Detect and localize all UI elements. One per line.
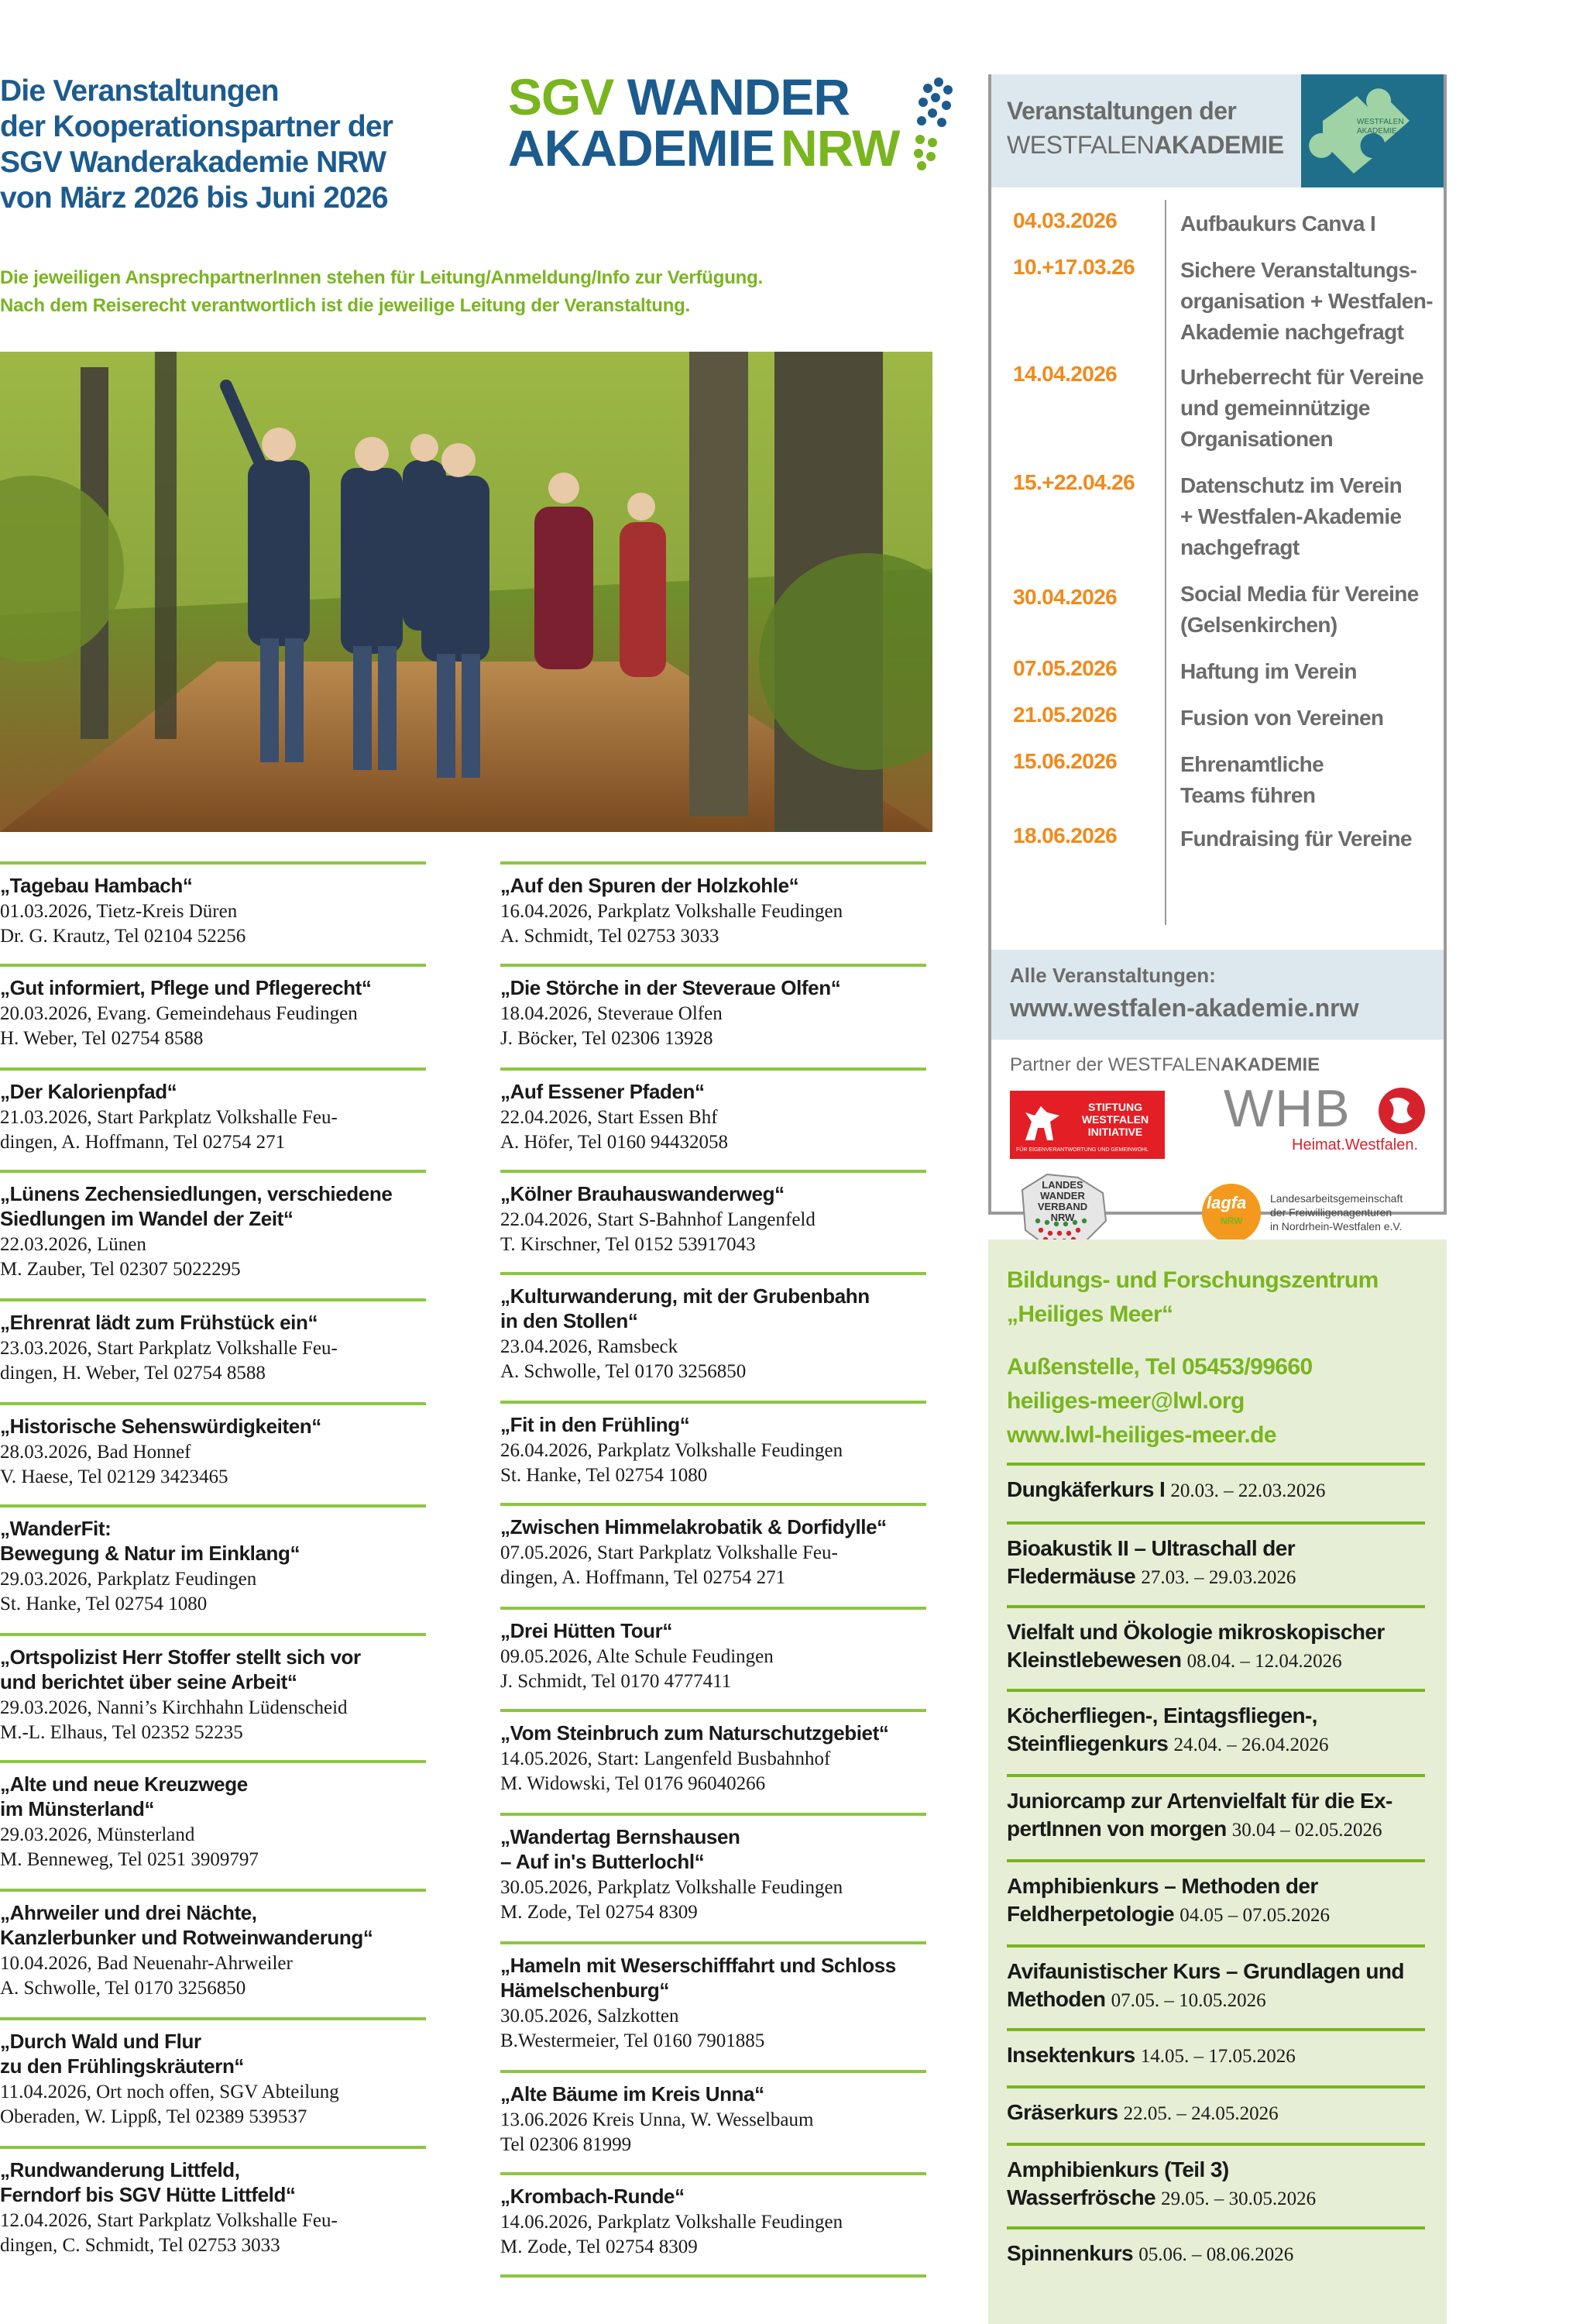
course-name: Spinnenkurs [1007, 2240, 1133, 2265]
lwv-line: LANDES [1042, 1181, 1083, 1191]
course-name: Feldherpetologie [1007, 1901, 1174, 1926]
course-dates: 22.05. – 24.05.2026 [1123, 2102, 1279, 2124]
course-name: Vielfalt und Ökologie mikroskopischer [1007, 1619, 1385, 1644]
westfalen-event-title: organisation + Westfalen- [1180, 288, 1433, 313]
stiftung-line: WESTFALEN [1081, 1116, 1149, 1126]
westfalen-event-date: 07.05.2026 [1013, 655, 1118, 680]
course-item [1007, 1689, 1425, 1758]
course-item [1007, 2226, 1425, 2268]
course-dates: 27.03. – 29.03.2026 [1141, 1566, 1296, 1588]
event-details: 10.04.2026, Bad Neuenahr-Ahrweiler [0, 1952, 293, 1974]
event-entry [500, 2070, 926, 2157]
westfalen-event-title: Datenschutz im Verein [1180, 473, 1403, 497]
course-item [1007, 2085, 1425, 2127]
event-details: dingen, H. Weber, Tel 02754 8588 [0, 1362, 266, 1384]
course-name: Juniorcamp zur Artenvielfalt für die Ex- [1007, 1788, 1392, 1813]
partner-heading [1010, 1054, 1320, 1075]
event-details: 13.06.2026 Kreis Unna, W. Wesselbaum [500, 2109, 814, 2130]
westfalen-event-date: 21.05.2026 [1013, 702, 1118, 727]
whb-subtitle: Heimat.Westfalen. [1292, 1137, 1419, 1154]
course-dates: 07.05. – 10.05.2026 [1111, 1989, 1266, 2011]
event-title: „WanderFit: [0, 1517, 112, 1540]
partner-akademie: AKADEMIE [1221, 1054, 1320, 1075]
course-item [1007, 1859, 1425, 1929]
event-entry [0, 964, 426, 1050]
event-entry [500, 1272, 926, 1384]
event-details: 07.05.2026, Start Parkplatz Volkshalle Feu- [500, 1542, 838, 1563]
event-title: „Wandertag Bernshausen [500, 1825, 740, 1848]
westfalen-event-title: Sichere Veranstaltungs- [1180, 257, 1417, 282]
westfalen-event-title: und gemeinnützige [1180, 395, 1370, 420]
course-name: Avifaunistischer Kurs – Grundlagen und [1007, 1958, 1404, 1983]
course-dates: 04.05 – 07.05.2026 [1180, 1904, 1330, 1926]
event-details: Dr. G. Krautz, Tel 02104 52256 [0, 925, 246, 947]
course-dates: 24.04. – 26.04.2026 [1173, 1734, 1329, 1755]
event-entry [500, 1607, 926, 1693]
globe-icon [1375, 1085, 1428, 1137]
westfalen-event-title: Fusion von Vereinen [1180, 705, 1384, 730]
event-details: M.-L. Elhaus, Tel 02352 52235 [0, 1721, 243, 1743]
lagfa-logo [1202, 1177, 1434, 1249]
event-entry [500, 2172, 926, 2259]
westfalen-header-line2 [1007, 133, 1284, 161]
event-details: St. Hanke, Tel 02754 1080 [500, 1464, 708, 1486]
event-title: „Krombach-Runde“ [500, 2185, 685, 2208]
event-details: H. Weber, Tel 02754 8588 [0, 1027, 204, 1049]
lagfa-line: in Nordrhein-Westfalen e.V. [1270, 1222, 1403, 1233]
event-details: 09.05.2026, Alte Schule Feudingen [500, 1645, 774, 1667]
heiliges-meer-email-link[interactable]: heiliges-meer@lwl.org [1007, 1388, 1245, 1415]
stiftung-westfalen-logo [1010, 1091, 1165, 1159]
course-name: Insektenkurs [1007, 2042, 1135, 2067]
westfalen-event-title: Aufbaukurs Canva I [1180, 211, 1376, 235]
heiliges-meer-web-link[interactable]: www.lwl-heiliges-meer.de [1007, 1422, 1276, 1449]
event-details: 18.04.2026, Steveraue Olfen [500, 1002, 723, 1024]
lagfa-text: lagfa [1207, 1195, 1247, 1213]
event-title: zu den Frühlingskräutern“ [0, 2054, 245, 2078]
course-item [1007, 1774, 1425, 1844]
event-details: St. Hanke, Tel 02754 1080 [0, 1593, 208, 1614]
event-details: 30.05.2026, Salzkotten [500, 2005, 679, 2027]
event-entry [500, 1401, 926, 1487]
event-details: M. Zode, Tel 02754 8309 [500, 1901, 698, 1923]
event-details: 01.03.2026, Tietz-Kreis Düren [0, 900, 238, 922]
event-title: „Auf den Spuren der Holzkohle“ [500, 874, 799, 897]
course-item [1007, 1521, 1425, 1591]
event-details: 28.03.2026, Bad Honnef [0, 1441, 191, 1463]
event-details: dingen, A. Hoffmann, Tel 02754 271 [0, 1131, 286, 1153]
event-title: in den Stollen“ [500, 1309, 638, 1332]
event-details: 23.04.2026, Ramsbeck [500, 1336, 678, 1357]
event-title: „Fit in den Frühling“ [500, 1413, 690, 1436]
event-title: Siedlungen im Wandel der Zeit“ [0, 1207, 294, 1230]
puzzle-text: WESTFALEN AKADEMIE [1357, 118, 1404, 136]
westfalen-event-date: 15.+22.04.26 [1013, 469, 1135, 494]
westfalen-header [991, 74, 1444, 187]
course-item [1007, 1944, 1425, 2014]
course-name: Dungkäferkurs I [1007, 1477, 1166, 1501]
event-details: A. Höfer, Tel 0160 94432058 [500, 1131, 728, 1153]
event-details: 14.06.2026, Parkplatz Volkshalle Feudingen [500, 2211, 843, 2233]
event-details: 12.04.2026, Start Parkplatz Volkshalle Feu- [0, 2209, 338, 2231]
puzzle-image [1301, 74, 1444, 187]
heiliges-meer-box [988, 1239, 1447, 2324]
heiliges-meer-header [1007, 1264, 1379, 1453]
event-title: „Der Kalorienpfad“ [0, 1080, 177, 1103]
course-name: Wasserfrösche [1007, 2185, 1155, 2209]
event-title: – Auf in's Butterlochl“ [500, 1850, 705, 1873]
event-title: im Münsterland“ [0, 1797, 155, 1820]
course-item [1007, 1605, 1425, 1675]
event-title: „Tagebau Hambach“ [0, 874, 193, 897]
event-details: 21.03.2026, Start Parkplatz Volkshalle Feu- [0, 1106, 338, 1128]
event-entry [0, 1170, 426, 1281]
event-details: 30.05.2026, Parkplatz Volkshalle Feudingen [500, 1876, 843, 1898]
event-details: 26.04.2026, Parkplatz Volkshalle Feudingen [500, 1439, 843, 1461]
events-column-left [0, 861, 426, 2256]
westfalen-event-title: + Westfalen-Akademie [1180, 504, 1402, 528]
event-entry [0, 861, 426, 948]
event-details: 22.04.2026, Start Essen Bhf [500, 1106, 718, 1128]
lwv-line: NRW [1050, 1213, 1075, 1224]
event-title: Bewegung & Natur im Einklang“ [0, 1542, 300, 1565]
event-details: B.Westermeier, Tel 0160 7901885 [500, 2030, 765, 2051]
event-title: Hämelschenburg“ [500, 1978, 669, 2002]
westfalen-header-line1: Veranstaltungen der [1007, 99, 1237, 125]
course-name: Köcherfliegen-, Eintagsfliegen-, [1007, 1703, 1317, 1728]
event-details: 23.03.2026, Start Parkplatz Volkshalle Feu- [0, 1337, 338, 1359]
event-title: „Kulturwanderung, mit der Grubenbahn [500, 1284, 870, 1308]
event-title: „Historische Sehenswürdigkeiten“ [0, 1415, 321, 1438]
event-title: „Vom Steinbruch zum Naturschutzgebiet“ [500, 1721, 889, 1745]
event-details: A. Schwolle, Tel 0170 3256850 [0, 1977, 246, 1999]
westfalen-event-date: 15.06.2026 [1013, 748, 1118, 773]
course-name: Kleinstlebewesen [1007, 1647, 1182, 1672]
event-title: „Hameln mit Weserschifffahrt und Schloss [500, 1954, 896, 1977]
event-title: „Durch Wald und Flur [0, 2030, 201, 2053]
event-details: 29.03.2026, Münsterland [0, 1824, 195, 1845]
event-details: 29.03.2026, Parkplatz Feudingen [0, 1568, 257, 1590]
title-line: von März 2026 bis Juni 2026 [0, 181, 388, 215]
event-entry [0, 2146, 426, 2257]
event-entry [0, 1067, 426, 1154]
course-dates: 30.04 – 02.05.2026 [1231, 1819, 1382, 1841]
event-details: dingen, C. Schmidt, Tel 02753 3033 [0, 2234, 280, 2256]
heiliges-meer-head-line: Bildungs- und Forschungszentrum [1007, 1267, 1379, 1294]
event-details: M. Zode, Tel 02754 8309 [500, 2236, 698, 2257]
lagfa-line: der Freiwilligenagenturen [1270, 1208, 1392, 1219]
westfalen-event-title: nachgefragt [1180, 535, 1300, 559]
westfalen-event-date: 30.04.2026 [1013, 584, 1118, 609]
event-details: M. Zauber, Tel 02307 5022295 [0, 1258, 241, 1280]
event-details: 14.05.2026, Start: Langenfeld Busbahnhof [500, 1748, 831, 1769]
logo-akademie: AKADEMIE [508, 119, 775, 177]
lagfa-circle [1202, 1184, 1261, 1243]
event-details: 22.04.2026, Start S-Bahnhof Langenfeld [500, 1208, 816, 1230]
event-title: Ferndorf bis SGV Hütte Littfeld“ [0, 2183, 296, 2206]
course-dates: 20.03. – 22.03.2026 [1170, 1480, 1326, 1501]
event-details: 16.04.2026, Parkplatz Volkshalle Feudingen [500, 900, 843, 922]
event-entry [500, 1941, 926, 2053]
westfalen-event-title: Ehrenamtliche [1180, 751, 1324, 776]
stiftung-line: INITIATIVE [1087, 1128, 1143, 1139]
westfalen-event-title: Haftung im Verein [1180, 658, 1357, 683]
westfalen-event-title: Urheberrecht für Vereine [1180, 364, 1423, 389]
divider [1165, 200, 1166, 925]
event-title: „Alte Bäume im Kreis Unna“ [500, 2082, 764, 2106]
westfalen-url-link[interactable]: www.westfalen-akademie.nrw [1010, 996, 1359, 1023]
course-name: Gräserkurs [1007, 2099, 1118, 2124]
course-dates: 05.06. – 08.06.2026 [1138, 2243, 1294, 2265]
event-details: dingen, A. Hoffmann, Tel 02754 271 [500, 1566, 786, 1588]
course-name: Methoden [1007, 1986, 1106, 2011]
sgv-wanderakademie-logo [508, 68, 957, 180]
event-entry [500, 1067, 926, 1154]
event-details: 29.03.2026, Nanni’s Kirchhahn Lüdenscheid [0, 1697, 348, 1718]
event-details: A. Schmidt, Tel 02753 3033 [500, 925, 719, 947]
partner-prefix: Partner der [1010, 1054, 1108, 1075]
event-details: M. Benneweg, Tel 0251 3909797 [0, 1848, 259, 1870]
course-dates: 08.04. – 12.04.2026 [1186, 1650, 1342, 1672]
event-details: 20.03.2026, Evang. Gemeindehaus Feudingen [0, 1002, 358, 1024]
westfalen-event-date: 10.+17.03.26 [1013, 254, 1135, 279]
all-events-label: Alle Veranstaltungen: [1010, 964, 1216, 987]
event-entry [500, 964, 926, 1050]
event-details: 11.04.2026, Ort noch offen, SGV Abteilung [0, 2081, 339, 2102]
event-entry [0, 2017, 426, 2129]
event-entry [500, 1503, 926, 1590]
event-title: „Ehrenrat lädt zum Frühstück ein“ [0, 1311, 318, 1334]
course-item [1007, 2028, 1425, 2070]
subtitle-line: Die jeweiligen AnsprechpartnerInnen stehen für Leitung/Anmeldung/Info zur Verfügung. [0, 266, 764, 288]
events-column-right [500, 861, 926, 2256]
event-title: „Lünens Zechensiedlungen, verschiedene [0, 1182, 393, 1205]
course-name: Fledermäuse [1007, 1563, 1136, 1588]
westfalen-event-title: Social Media für Vereine [1180, 581, 1419, 606]
divider [500, 2274, 926, 2278]
page-subtitle [0, 263, 991, 319]
course-dates: 29.05. – 30.05.2026 [1161, 2188, 1317, 2209]
course-item [1007, 2143, 1425, 2212]
horse-icon [1019, 1100, 1066, 1147]
event-details: 22.03.2026, Lünen [0, 1233, 146, 1255]
event-entry [0, 1402, 426, 1489]
boot-print-icon [905, 74, 960, 174]
event-entry [0, 1298, 426, 1385]
westfalen-event-title: Organisationen [1180, 426, 1333, 451]
logo-wander: WANDER [627, 68, 850, 125]
heiliges-meer-phone: Außenstelle, Tel 05453/99660 [1007, 1354, 1313, 1380]
event-entry [500, 1709, 926, 1796]
course-item [1007, 1463, 1425, 1504]
event-title: „Alte und neue Kreuzwege [0, 1772, 248, 1796]
event-details: A. Schwolle, Tel 0170 3256850 [500, 1360, 747, 1382]
event-entry [0, 1633, 426, 1745]
heiliges-meer-head-line: „Heiliges Meer“ [1007, 1301, 1173, 1328]
lwv-line: VERBAND [1037, 1202, 1088, 1213]
title-line: SGV Wanderakademie NRW [0, 146, 386, 180]
event-entry [0, 1760, 426, 1872]
event-entry [500, 861, 926, 948]
event-details: M. Widowski, Tel 0176 96040266 [500, 1772, 766, 1794]
event-entry [0, 1889, 426, 2000]
westfalen-event-title: Akademie nachgefragt [1180, 319, 1404, 344]
event-title: Kanzlerbunker und Rotweinwanderung“ [0, 1926, 373, 1949]
event-title: „Drei Hütten Tour“ [500, 1619, 672, 1642]
akademie-word: AKADEMIE [1154, 133, 1284, 160]
event-title: „Ahrweiler und drei Nächte, [0, 1901, 257, 1924]
stiftung-small: FÜR EIGENVERANTWORTUNG UND GEMEINWOHL [1016, 1147, 1149, 1153]
event-details: V. Haese, Tel 02129 3423465 [0, 1466, 228, 1487]
stiftung-line: STIFTUNG [1088, 1103, 1142, 1114]
lwv-line: WANDER [1040, 1191, 1085, 1202]
event-entry [500, 1813, 926, 1924]
event-title: „Ortspolizist Herr Stoffer stellt sich vor [0, 1645, 361, 1669]
event-title: „Gut informiert, Pflege und Pflegerecht“ [0, 976, 372, 999]
subtitle-line: Nach dem Reiserecht verantwortlich ist die jeweilige Leitung der Veranstaltung. [0, 294, 691, 316]
westfalen-event-title: Fundraising für Vereine [1180, 826, 1412, 851]
event-title: „Die Störche in der Steveraue Olfen“ [500, 976, 841, 999]
course-name: pertInnen von morgen [1007, 1816, 1227, 1841]
all-events-panel [991, 950, 1444, 1040]
event-entry [0, 1504, 426, 1616]
title-line: Die Veranstaltungen [0, 74, 279, 108]
event-entry [500, 1170, 926, 1257]
westfalen-event-date: 18.06.2026 [1013, 823, 1118, 847]
title-line: der Kooperationspartner der [0, 110, 393, 144]
westfalen-event-title: Teams führen [1180, 782, 1316, 807]
page-title [0, 74, 465, 217]
hiking-group-photo [0, 352, 932, 832]
logo-nrw: NRW [781, 119, 900, 177]
event-details: J. Böcker, Tel 02306 13928 [500, 1027, 713, 1049]
event-title: und berichtet über seine Arbeit“ [0, 1670, 297, 1693]
partner-westfalen: WESTFALEN [1107, 1054, 1221, 1075]
whb-logo [1224, 1081, 1431, 1159]
event-details: Tel 02306 81999 [500, 2133, 632, 2155]
westfalen-event-title: (Gelsenkirchen) [1180, 612, 1337, 637]
course-name: Steinfliegenkurs [1007, 1731, 1169, 1755]
lagfa-nrw: NRW [1221, 1218, 1243, 1227]
westfalen-event-date: 04.03.2026 [1013, 208, 1118, 232]
event-title: „Rundwanderung Littfeld, [0, 2158, 240, 2181]
course-name: Amphibienkurs – Methoden der [1007, 1873, 1318, 1898]
whb-text: WHB [1224, 1080, 1351, 1139]
westfalen-akademie-box [988, 74, 1447, 1233]
course-dates: 14.05. – 17.05.2026 [1140, 2045, 1296, 2067]
westfalen-word: WESTFALEN [1007, 133, 1155, 160]
event-title: „Auf Essener Pfaden“ [500, 1080, 705, 1103]
westfalen-event-date: 14.04.2026 [1013, 361, 1118, 386]
event-title: „Kölner Brauhauswanderweg“ [500, 1182, 785, 1205]
event-details: Oberaden, W. Lippß, Tel 02389 539537 [0, 2106, 307, 2127]
logo-sgv: SGV [508, 68, 614, 125]
course-name: Amphibienkurs (Teil 3) [1007, 2157, 1229, 2181]
event-details: J. Schmidt, Tel 0170 4777411 [500, 1670, 732, 1692]
event-title: „Zwischen Himmelakrobatik & Dorfidylle“ [500, 1515, 887, 1538]
event-details: T. Kirschner, Tel 0152 53917043 [500, 1233, 756, 1255]
course-name: Bioakustik II – Ultraschall der [1007, 1535, 1295, 1560]
lagfa-line: Landesarbeitsgemeinschaft [1270, 1195, 1403, 1205]
